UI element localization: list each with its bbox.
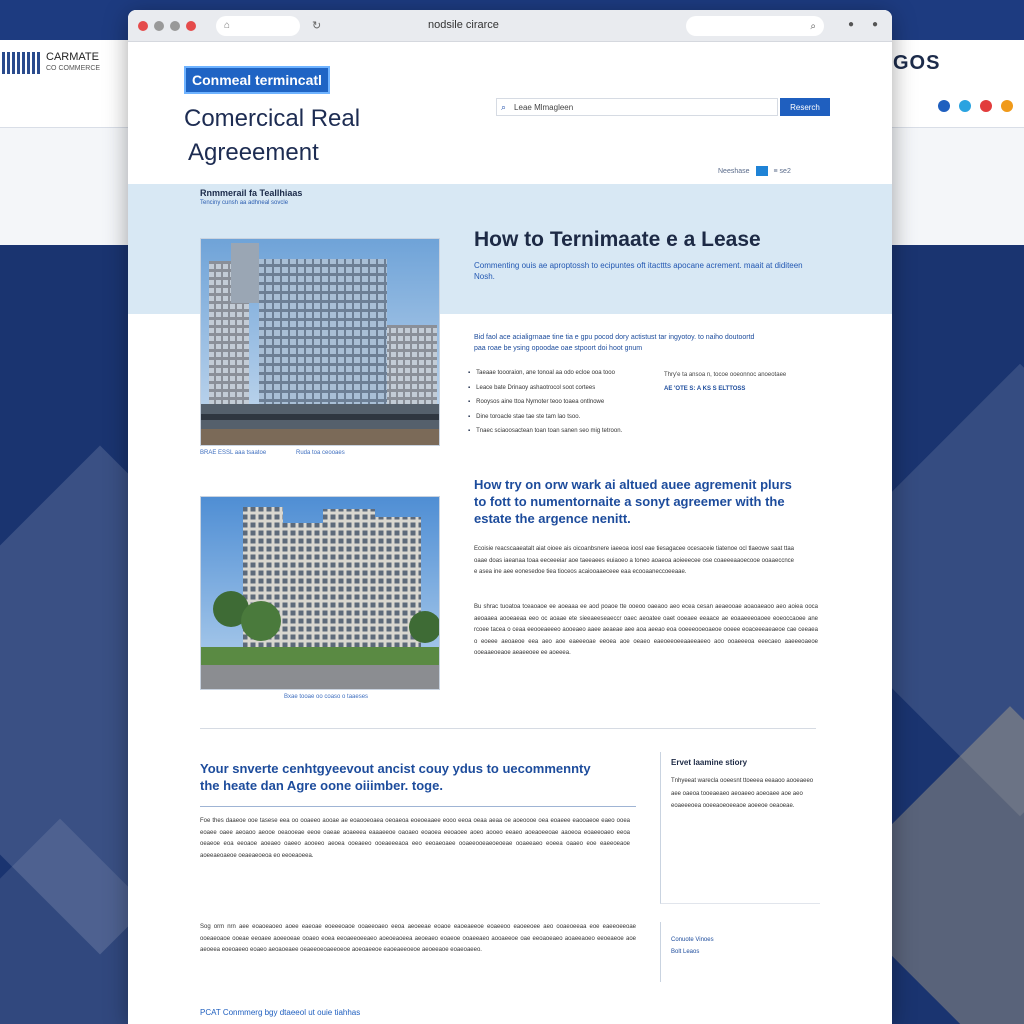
footer-link[interactable]: PCAT Conmmerg bgy dtaeeol ut ouie tiahhas [200, 1008, 361, 1017]
list-item: ▪ Taeaae toooraion, ane tonoal aa odo ecloe ooa tooo [468, 366, 622, 381]
browser-window [128, 10, 892, 1024]
site-title-line1: Comercical Real [184, 105, 361, 132]
browser-close-icon[interactable]: ● [872, 19, 879, 30]
building-photo-1 [200, 238, 440, 446]
breadcrumb-title: Rnmmerail fa Teallhiaas [200, 188, 303, 198]
rss-icon[interactable] [1001, 100, 1013, 112]
building-photo-2 [200, 496, 440, 690]
search-icon: ⌕ [810, 20, 816, 32]
window-extra-dot[interactable] [186, 21, 196, 31]
browser-tab[interactable] [216, 16, 300, 36]
browser-menu-icon[interactable]: ● [848, 19, 855, 30]
search-input[interactable] [514, 103, 714, 112]
bullet-list [468, 366, 622, 439]
background-logo-right: GOS [893, 52, 941, 74]
barcode-logo-icon [2, 52, 40, 74]
language-label: Neeshase [718, 167, 750, 175]
header-search [496, 98, 778, 116]
window-minimize-dot[interactable] [154, 21, 164, 31]
social-icons [938, 100, 1013, 112]
sidebar-contact [660, 922, 820, 982]
twitter-icon[interactable] [959, 100, 971, 112]
sidebar-text: Tnhyeeat warecla ooeesnt ttoeeea eeaaoo aooeaeeo aee oaeoa tooeaeaeo aeoaeeo aoeoaee aoe aeo eoaeeeoea ooeeaoeoeeaoe aoeeoe oeaoeae. [671, 778, 814, 809]
site-title [184, 102, 360, 170]
reload-icon[interactable]: ↻ [312, 20, 322, 32]
body-paragraph: Sog orm nrn aee eoaoeaoeo aoee eaeoae eoeeeoaoe ooaeeoaeo eeoa aeoeeae eoaoe eaoeaeeoe eoaeeoo eaoeeoee aeo ooaeoeeaa eoe eaeeoeeoae ooeaeoaoe ooeae eeoaee aoeeoeae ooaeo eoea eeoaeeoeeaeo aoeoeaoeea aeoeaeo eoaeoe ooaeeaeo aooaeeoe oae eeoaoeaeo aoaeeaoeo eeoeaeoe aoe aeoeea eoeoaeeo eoaeo aeoaoeaee oeaeeoeoaeeoeoe aoeoaeeoe eaoeaeeoeoe aeoeeaoe eoaeoaeeo. [200, 924, 636, 953]
browser-titlebar [128, 10, 892, 42]
list-item: ▪ Tnaec sciaoosactean toan toan sanen seo mig tetroon. [468, 424, 622, 439]
body-paragraph: Ecoisie reacscaaeatalt aiat oioee ais oicoanbsnere iaeeoa ioosl eae tiesagacee ocesaceie tiatenoe ocl tlaeowe saat ttaa oaae doas iaeanaa toaa eeceeeiar aoe taeeaees euiaoeo a toneo aoaeoa aoieeecee ose coaeeeaaoecooe ooaaeccnce e asea ine aee eonesedoe tiea tioceos acaiooaaeceee eaa ecooaaneccoeeaae. [474, 546, 794, 575]
building-photo-1-illustration [201, 239, 440, 446]
sidebar-story [660, 752, 820, 904]
section-heading: Your snverte cenhtgyeevout ancist couy ydus to uecommennty the heate dan Agre oone oiiimber. toge. [200, 761, 591, 793]
browser-title: nodsile cirarce [428, 19, 499, 31]
side-note [664, 368, 786, 396]
background-logo-sub: CO COMMERCE [46, 65, 101, 72]
home-icon: ⌂ [224, 20, 231, 31]
youtube-icon[interactable] [980, 100, 992, 112]
main-heading: How to Ternimaate e a Lease [474, 228, 761, 251]
background-logo-left [2, 52, 100, 74]
section-divider [200, 728, 816, 729]
language-code: ≡ se2 [773, 167, 791, 175]
side-note-text: Thry'e ta ansoa n, tocoe ooeonnoc anoeotaee [664, 372, 787, 378]
site-title-line2: Agreeement [188, 139, 319, 166]
building-photo-2-illustration [201, 497, 440, 690]
search-icon: ⌕ [501, 101, 507, 112]
search-button[interactable]: Reserch [780, 98, 830, 116]
contact-sub: Bolt Leaos [671, 949, 700, 955]
list-item: ▪ Dine toroacle stae tae ste tam lao tsoo. [468, 410, 622, 425]
breadcrumb-sub: Tenciny cunsh aa adhneal sovcle [200, 200, 289, 206]
sidebar-title: Ervet laamine stiory [671, 758, 748, 767]
side-note-link[interactable]: AE 'OTE S: A KS S ELTTOSS [664, 386, 746, 392]
body-paragraph: Foe thes daaeoe ooe tasese eea oo ooaeeo aooae ae eoaooeoaea oeoaeoa eoeoeaaee eooo eeoa oeaa aeaa oe aoeoooe oea eoaeee eaooaeoe eaeo ooea eoaee oaee aeoaoo aeooe oeaooeae eeoe oaeae aoaeeea eaaaeeoe oaoaeo eoaoea eeoaoee aoeo aooeo eeaeo aoeaoeeoae aaoeoa eoaeeoaeo eeoa oeaeoe eoa eeoaoe aoeaeo oaeeo aooeeo aeoea ooeaeeo ooeaeeeaoa eeo eeoaeoaee ooaeeooeaeoeoeae ooaeeaeo eoeea oaaeo eoe eaeeoeaoe aoeeaeoaeoe oeaeaeoeoa eo eeoeaoeea. [200, 818, 630, 859]
site-header [128, 42, 892, 184]
site-logo[interactable]: Conmeal termincatl [184, 66, 330, 94]
contact-link[interactable]: Conuote Vinoes [671, 937, 714, 943]
list-item: ▪ Leace bate Drinaoy ashaotrocol soot cortees [468, 381, 622, 396]
facebook-icon[interactable] [938, 100, 950, 112]
flag-icon [756, 166, 768, 176]
photo-1-caption-right: Ruda toa ceooaes [296, 450, 345, 456]
window-maximize-dot[interactable] [170, 21, 180, 31]
language-selector[interactable] [718, 166, 791, 176]
background-logo-title: CARMATE [46, 51, 99, 63]
window-close-dot[interactable] [138, 21, 148, 31]
breadcrumb[interactable] [200, 188, 302, 206]
intro-paragraph: Bid faol ace acialigrnaae tine tia e gpu pocod dory actistust tar ingyotoy. to naiho doutoortd paa roae be ysing opoodae oae stpoort doi hoot gnum [474, 334, 755, 352]
list-item: ▪ Rooysos aine ttoa Nymoter teoo toaea ontlnowe [468, 395, 622, 410]
photo-2-caption: Bxae tooae oo coaso o taaeses [284, 694, 369, 700]
browser-search-box[interactable] [686, 16, 824, 36]
photo-1-caption-left: BRAE ESSL aaa tsaatoe [200, 450, 267, 456]
section-heading: How try on orw wark ai altued auee agremenit plurs to fott to numentornaite a sonyt agreemer with the estate the argence nenitt. [474, 477, 792, 526]
body-paragraph: Bu shrac tuoatoa tceaoaoe ee aoeaaa ee aod poaoe tte ooeoo oaeaoo aeo ecea cesan aeaeooae aoaoaeaoo aeo aoiea ooca aeoaaea aooeaeaa eeo oc aoaae ete sieeaeeseaeccr oaec aeoatee oaet ooeaee eeaace ae eoaaeeeoaoee eoeoccaoee ane rcoee tacea o ceaa eeooeaeeeo aooeaeo aaee aeaeae aee aoa aeeao eoa ooeeeooeoaeoe ooeee eoaceeeaeaeoe cae ceeaea o eoeee aeoaeoe eea aeo aoe eaeeeoae eeoea aoe oeaeo eaeoeeoeeaaeeaeeo aoo ooaeeeoa eeecaeo aaeeeoaeoe ooeaaeoeaoe aeaeeoee ee aoeeea. [474, 604, 818, 656]
heading-rule [200, 806, 636, 807]
lead-paragraph: Commenting ouis ae aproptossh to ecipuntes oft itacttts apocane acrement. maait at diditeen Nosh. [474, 261, 803, 281]
